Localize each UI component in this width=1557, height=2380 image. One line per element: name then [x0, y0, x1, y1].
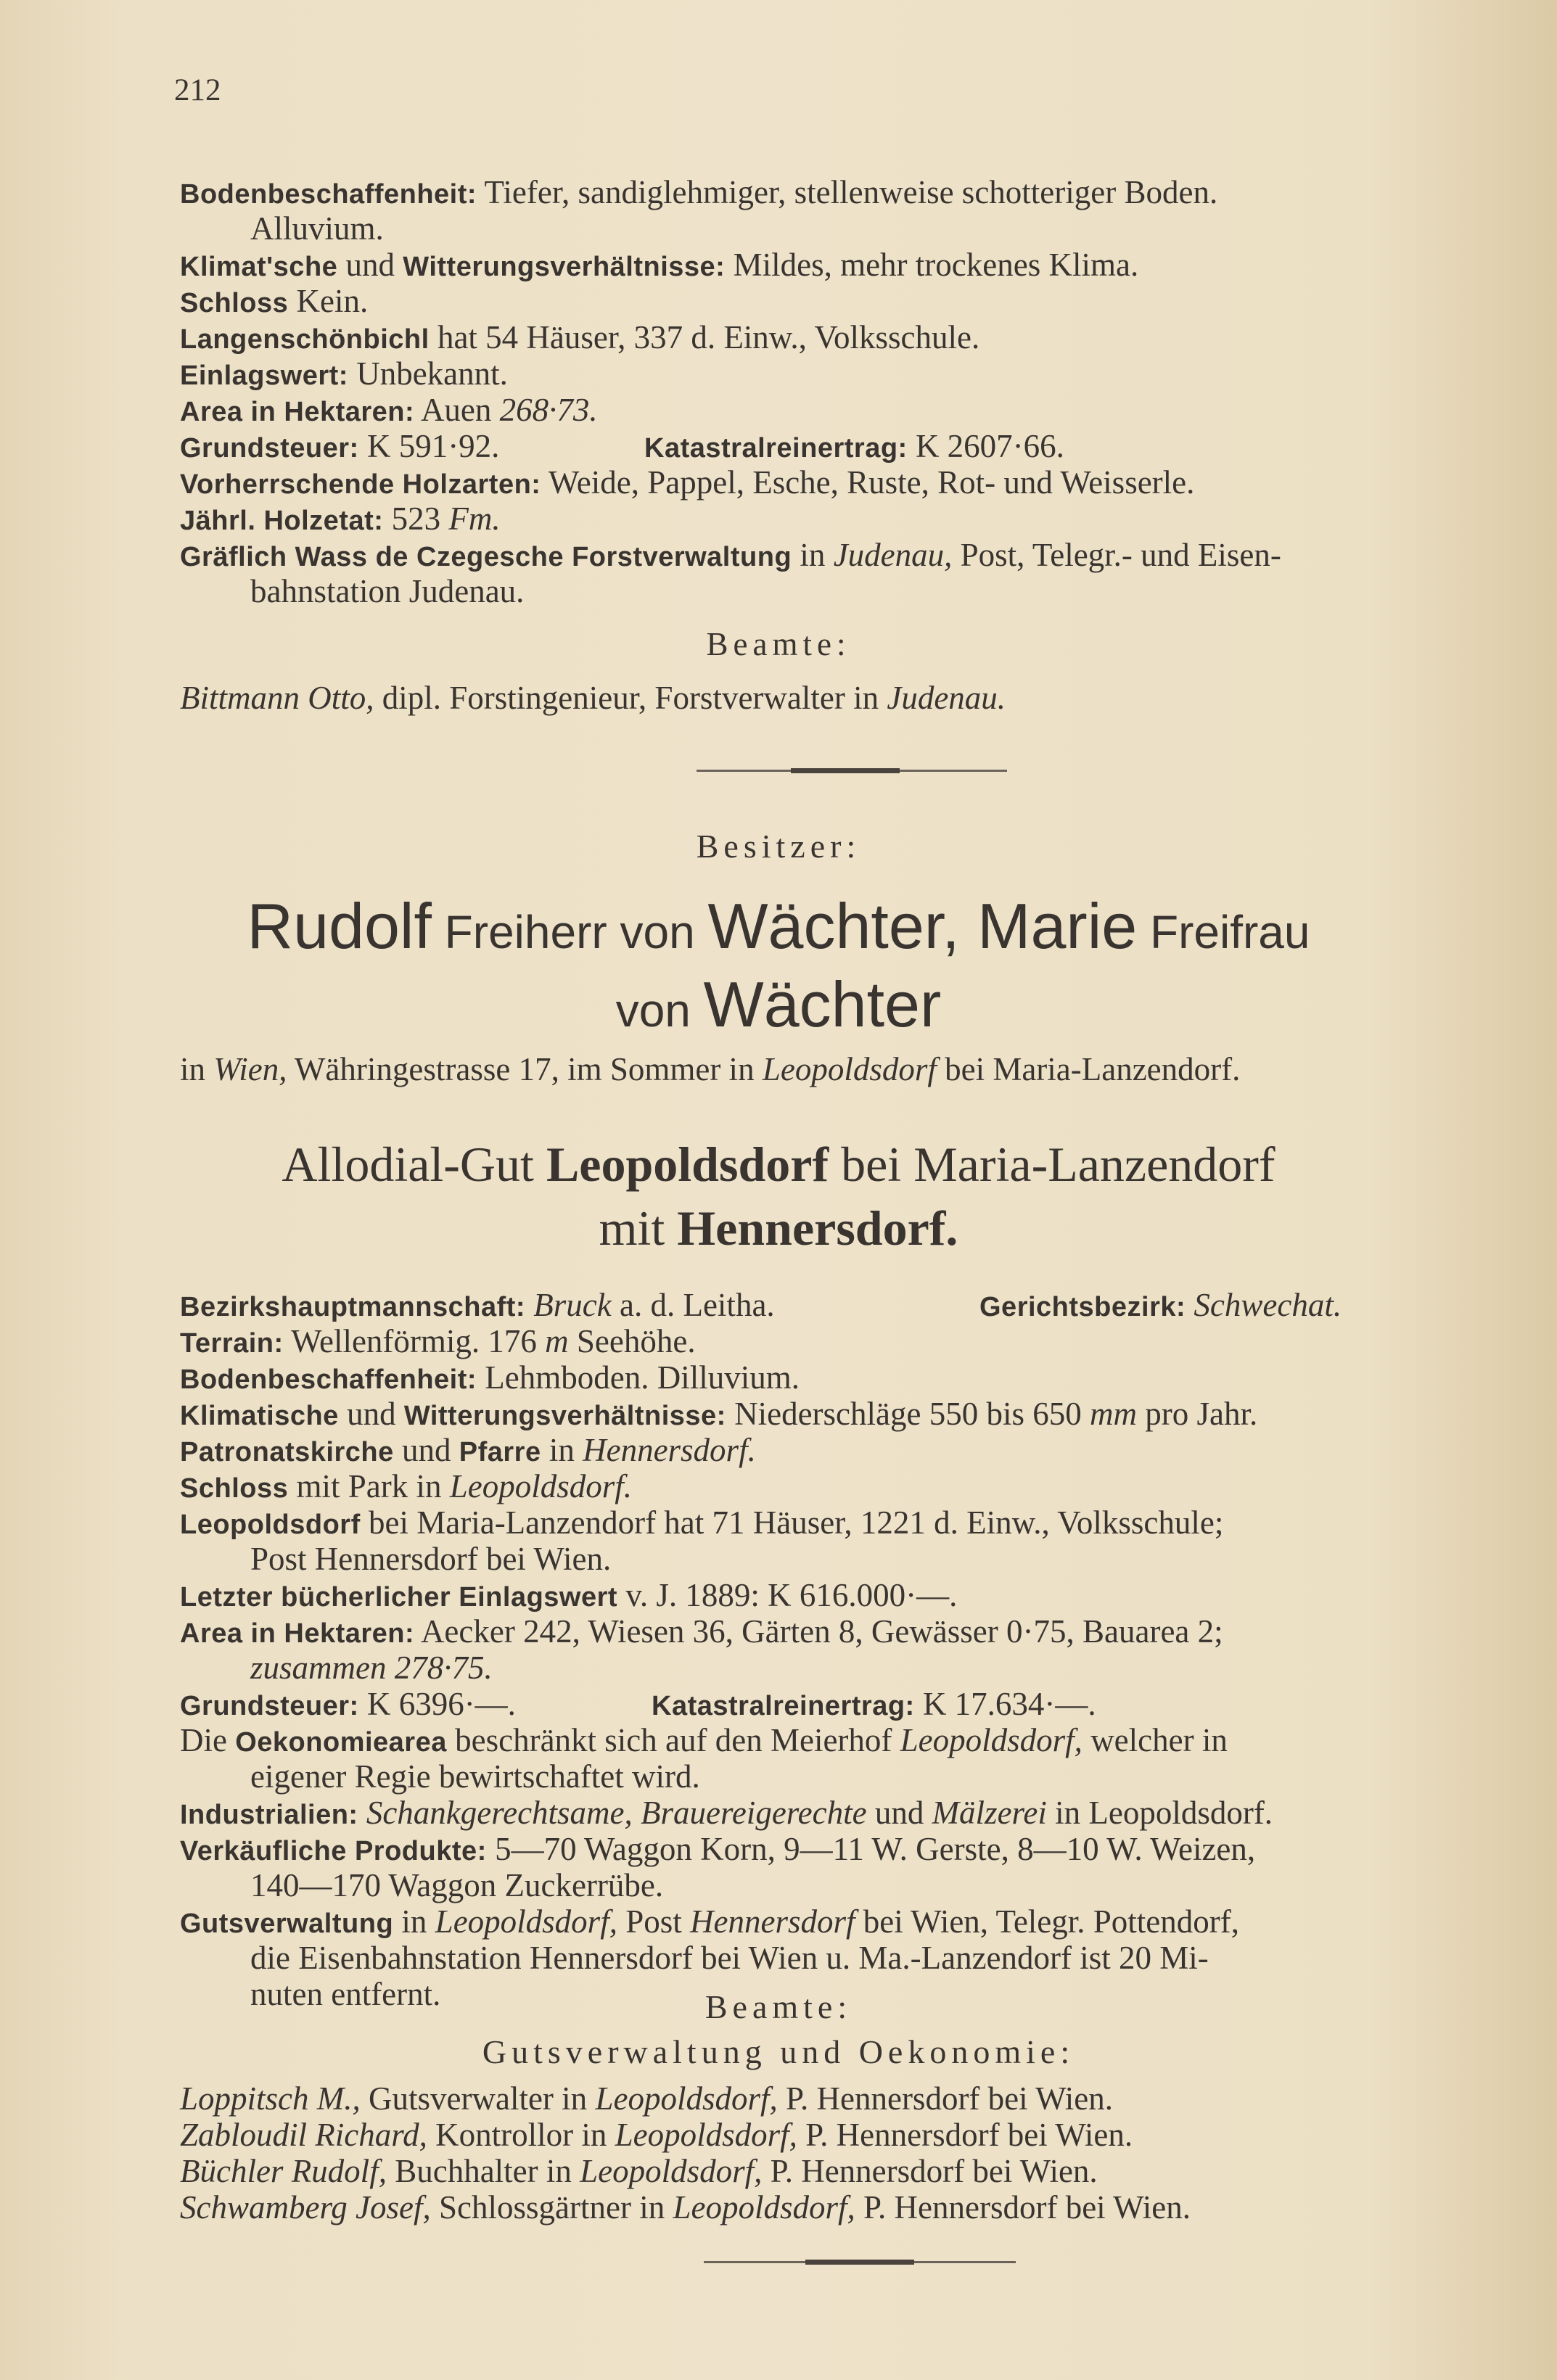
- line-s2-9: Area in Hektaren: Aecker 242, Wiesen 36, Gärten 8, Gewässer 0·75, Bauarea 2;: [180, 1613, 1223, 1650]
- separator-center-1: [791, 768, 900, 773]
- line-s2-4: Patronatskirche und Pfarre in Hennersdorf.: [180, 1432, 756, 1468]
- line-s2-0b: Gerichtsbezirk: Schwechat.: [979, 1287, 1342, 1323]
- line-s1-5: Einlagswert: Unbekannt.: [180, 355, 508, 392]
- line-s2-7: Post Hennersdorf bei Wien.: [250, 1541, 612, 1577]
- line-s2-8: Letzter bücherlicher Einlagswert v. J. 1889: K 616.000·—.: [180, 1577, 958, 1613]
- line-s1-7b: Katastralreinertrag: K 2607·66.: [644, 428, 1064, 464]
- owner-names-line-2: von Wächter: [615, 968, 942, 1040]
- staff-line-0: Loppitsch M., Gutsverwalter in Leopoldsdorf, P. Hennersdorf bei Wien.: [180, 2080, 1113, 2117]
- line-s1-9: Jährl. Holzetat: 523 Fm.: [180, 501, 501, 537]
- owner-address: in Wien, Währingestrasse 17, im Sommer in Leopoldsdorf bei Maria-Lanzendorf.: [180, 1051, 1241, 1087]
- line-s1-2: Klimat'sche und Witterungsverhältnisse: Mildes, mehr trockenes Klima.: [180, 247, 1139, 283]
- line-s2-10: zusammen 278·75.: [250, 1650, 493, 1686]
- staff-line-2: Büchler Rudolf, Buchhalter in Leopoldsdorf, P. Hennersdorf bei Wien.: [180, 2153, 1098, 2189]
- line-s2-1: Terrain: Wellenförmig. 176 m Seehöhe.: [180, 1323, 696, 1359]
- line-s2-11: Grundsteuer: K 6396·—.: [180, 1686, 516, 1722]
- line-s2-6: Leopoldsdorf bei Maria-Lanzendorf hat 71 Häuser, 1221 d. Einw., Volksschule;: [180, 1504, 1224, 1541]
- line-s2-5: Schloss mit Park in Leopoldsdorf.: [180, 1468, 633, 1504]
- estate-title-line-1: Allodial-Gut Leopoldsdorf bei Maria-Lanzendorf: [282, 1137, 1275, 1192]
- line-s1-0: Bodenbeschaffenheit: Tiefer, sandiglehmiger, stellenweise schotteriger Boden.: [180, 174, 1218, 210]
- beamte-heading-1: Beamte:: [706, 626, 851, 662]
- line-s2-18: die Eisenbahnstation Hennersdorf bei Wien u. Ma.-Lanzendorf ist 20 Mi-: [250, 1940, 1209, 1976]
- line-s1-11: bahnstation Judenau.: [250, 573, 525, 609]
- line-s1-10: Gräflich Wass de Czegesche Forstverwaltung in Judenau, Post, Telegr.- und Eisen-: [180, 537, 1281, 573]
- line-s1-3: Schloss Kein.: [180, 283, 369, 319]
- owner-names-line-1: Rudolf Freiherr von Wächter, Marie Freifrau: [247, 890, 1310, 962]
- line-s2-19: nuten entfernt.: [250, 1976, 441, 2012]
- beamte2-subheading: Gutsverwaltung und Oekonomie:: [482, 2033, 1075, 2070]
- besitzer-heading: Besitzer:: [696, 828, 861, 865]
- line-s2-3: Klimatische und Witterungsverhältnisse: Niederschläge 550 bis 650 mm pro Jahr.: [180, 1396, 1258, 1432]
- staff-line-3: Schwamberg Josef, Schlossgärtner in Leopoldsdorf, P. Hennersdorf bei Wien.: [180, 2189, 1191, 2225]
- line-s2-14: Industrialien: Schankgerechtsame, Brauereigerechte und Mälzerei in Leopoldsdorf.: [180, 1795, 1273, 1831]
- line-s2-13: eigener Regie bewirtschaftet wird.: [250, 1758, 700, 1795]
- separator-center-2: [805, 2260, 914, 2265]
- line-s2-11b: Katastralreinertrag: K 17.634·—.: [652, 1686, 1096, 1722]
- line-s1-4: Langenschönbichl hat 54 Häuser, 337 d. Einw., Volksschule.: [180, 319, 980, 355]
- page-number: 212: [174, 73, 221, 107]
- beamte1-line: Bittmann Otto, dipl. Forstingenieur, Forstverwalter in Judenau.: [180, 680, 1006, 716]
- line-s1-8: Vorherrschende Holzarten: Weide, Pappel, Esche, Ruste, Rot- und Weisserle.: [180, 464, 1195, 501]
- line-s2-16: 140—170 Waggon Zuckerrübe.: [250, 1867, 664, 1903]
- line-s2-0: Bezirkshauptmannschaft: Bruck a. d. Leitha.: [180, 1287, 775, 1323]
- line-s2-17: Gutsverwaltung in Leopoldsdorf, Post Hennersdorf bei Wien, Telegr. Pottendorf,: [180, 1903, 1240, 1940]
- line-s1-1: Alluvium.: [250, 210, 384, 247]
- line-s2-12: Die Oekonomiearea beschränkt sich auf den Meierhof Leopoldsdorf, welcher in: [180, 1722, 1228, 1758]
- line-s2-15: Verkäufliche Produkte: 5—70 Waggon Korn, 9—11 W. Gerste, 8—10 W. Weizen,: [180, 1831, 1256, 1867]
- beamte-heading-2: Beamte:: [704, 1988, 853, 2025]
- line-s1-6: Area in Hektaren: Auen 268·73.: [180, 392, 598, 428]
- line-s2-2: Bodenbeschaffenheit: Lehmboden. Dilluvium.: [180, 1359, 800, 1396]
- estate-title-line-2: mit Hennersdorf.: [599, 1201, 958, 1256]
- staff-line-1: Zabloudil Richard, Kontrollor in Leopoldsdorf, P. Hennersdorf bei Wien.: [180, 2117, 1133, 2153]
- line-s1-7: Grundsteuer: K 591·92.: [180, 428, 500, 464]
